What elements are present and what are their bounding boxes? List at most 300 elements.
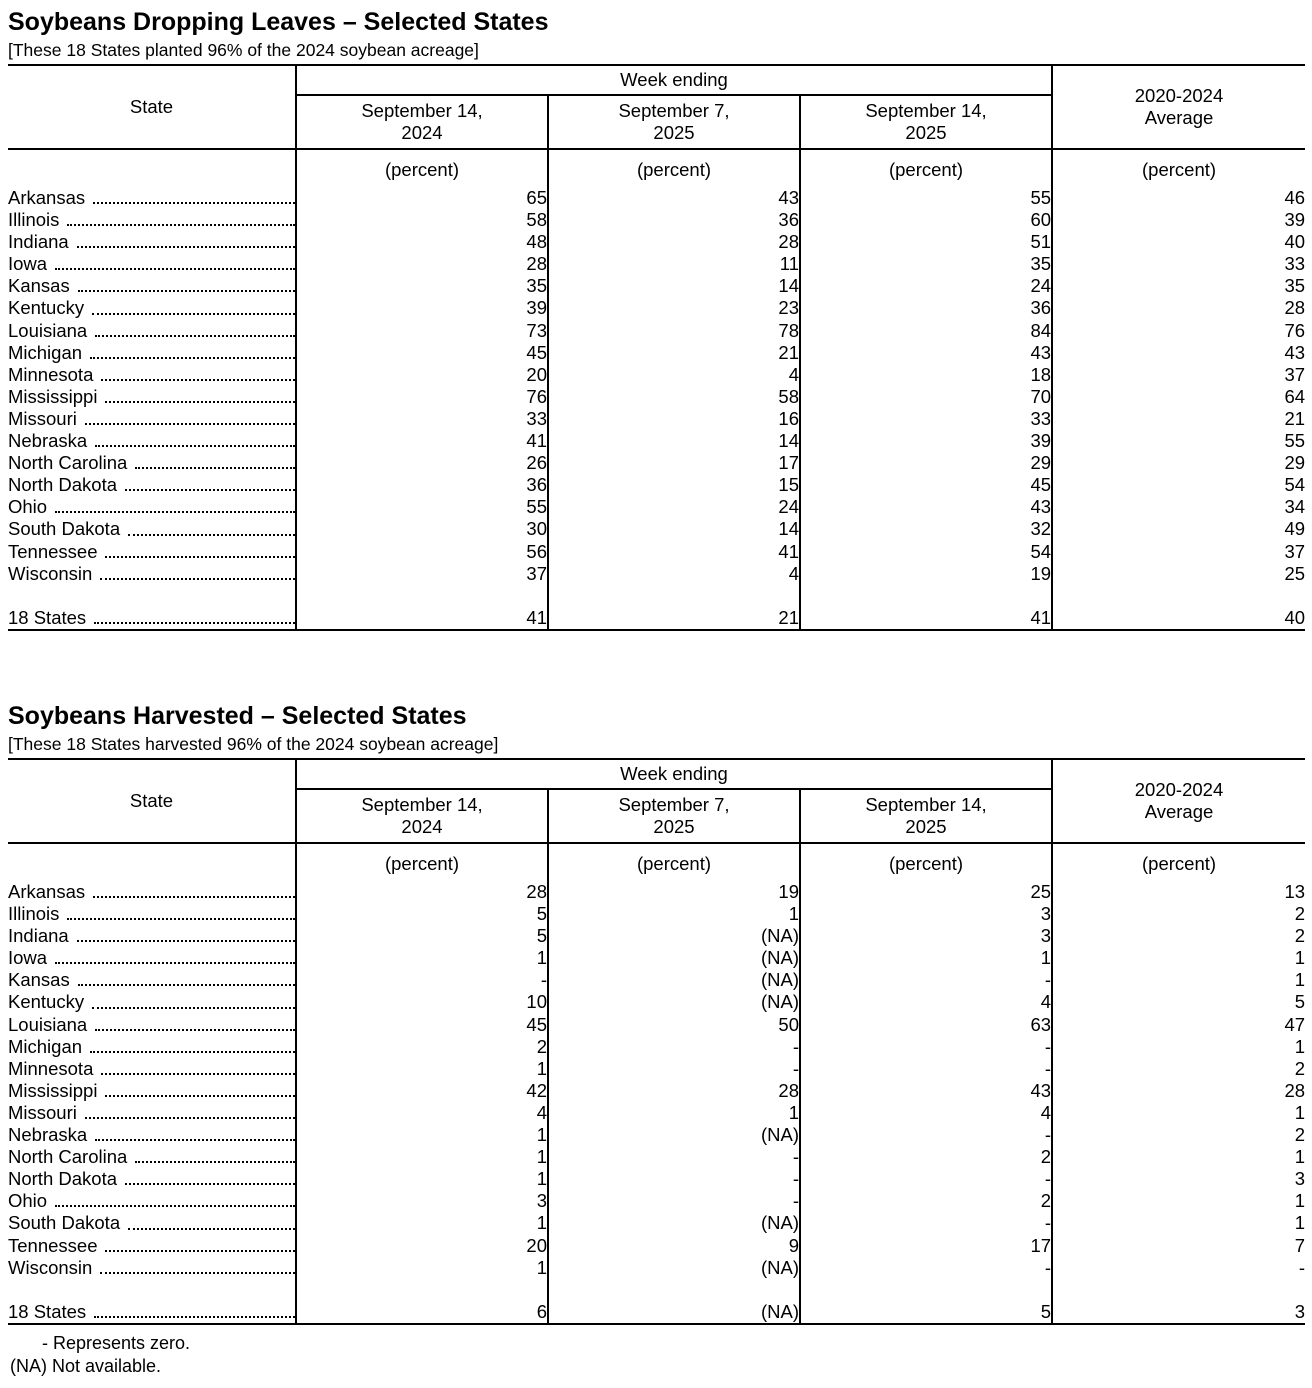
value-cell: 54 (1052, 474, 1305, 496)
table-row (8, 1212, 1305, 1234)
state-name-wrap (8, 1146, 295, 1168)
table-row (8, 364, 1305, 386)
state-cell (8, 903, 296, 925)
state-cell (8, 1212, 296, 1234)
value-cell: 5 (296, 925, 548, 947)
state-name-wrap (8, 408, 295, 430)
value-cell: 9 (548, 1235, 800, 1257)
value-cell: 17 (548, 452, 800, 474)
state-name: Indiana (8, 231, 69, 253)
state-name-wrap (8, 1058, 295, 1080)
value-cell: 7 (1052, 1235, 1305, 1257)
table-row (8, 452, 1305, 474)
value-cell: 41 (548, 541, 800, 563)
value-cell: (NA) (548, 947, 800, 969)
leader-dots (67, 223, 295, 226)
value-cell: 3 (800, 903, 1052, 925)
table-title: Soybeans Harvested – Selected States (8, 702, 467, 730)
table-row (8, 1080, 1305, 1102)
value-cell: (NA) (548, 1124, 800, 1146)
state-name: Michigan (8, 1035, 83, 1057)
state-cell (8, 1257, 296, 1279)
value-cell: 4 (548, 563, 800, 585)
state-name: Iowa (8, 947, 48, 969)
value-cell: 56 (296, 541, 548, 563)
value-cell: 76 (296, 386, 548, 408)
leader-dots (93, 201, 295, 204)
leader-dots (105, 400, 295, 403)
table-body (8, 843, 1305, 1324)
value-cell: 2 (800, 1190, 1052, 1212)
table-row (8, 1014, 1305, 1036)
state-name-wrap (8, 320, 295, 342)
value-cell: 84 (800, 320, 1052, 342)
value-cell: 1 (296, 1168, 548, 1190)
table-row (8, 408, 1305, 430)
state-cell (8, 474, 296, 496)
unit-label: (percent) (296, 149, 548, 187)
harvested-table (8, 758, 1305, 1325)
state-name: Wisconsin (8, 562, 93, 584)
value-cell: 28 (548, 1080, 800, 1102)
value-cell: 26 (296, 452, 548, 474)
spacer-cell (800, 585, 1052, 607)
table-row (8, 1168, 1305, 1190)
state-name-wrap (8, 947, 295, 969)
dropping-leaves-table (8, 64, 1305, 631)
value-cell: (NA) (548, 1212, 800, 1234)
leader-dots (78, 983, 295, 986)
table-subtitle: [These 18 States harvested 96% of the 2024 soybean acreage] (8, 734, 499, 754)
state-cell (8, 209, 296, 231)
value-cell: 1 (1052, 1212, 1305, 1234)
average-column-header: 2020-2024 Average (1052, 65, 1305, 149)
table-row (8, 947, 1305, 969)
state-name-wrap (8, 1102, 295, 1124)
value-cell: 39 (800, 430, 1052, 452)
table-row (8, 342, 1305, 364)
value-cell: 43 (800, 1080, 1052, 1102)
value-cell: - (800, 1168, 1052, 1190)
date-column-header-3: September 14, 2025 (800, 789, 1052, 843)
state-cell (8, 1036, 296, 1058)
state-name-wrap (8, 925, 295, 947)
value-cell: 1 (1052, 1190, 1305, 1212)
state-name: Illinois (8, 903, 60, 925)
state-cell (8, 452, 296, 474)
value-cell: 2 (1052, 903, 1305, 925)
state-name-wrap (8, 297, 295, 319)
value-cell: 43 (548, 187, 800, 209)
leader-dots (100, 577, 295, 580)
value-cell: 45 (296, 1014, 548, 1036)
value-cell: 1 (1052, 1146, 1305, 1168)
unit-row (8, 149, 1305, 187)
table-row (8, 253, 1305, 275)
value-cell: 19 (800, 563, 1052, 585)
state-cell (8, 1124, 296, 1146)
state-name: Ohio (8, 496, 48, 518)
total-value-cell: 41 (296, 607, 548, 630)
value-cell: 34 (1052, 496, 1305, 518)
leader-dots (101, 378, 295, 381)
value-cell: 20 (296, 1235, 548, 1257)
state-column-header: State (8, 759, 296, 843)
leader-dots (128, 1227, 295, 1230)
unit-spacer (8, 843, 296, 881)
value-cell: 3 (296, 1190, 548, 1212)
total-value-cell: 21 (548, 607, 800, 630)
leader-dots (105, 1094, 295, 1097)
value-cell: 14 (548, 275, 800, 297)
value-cell: 33 (800, 408, 1052, 430)
value-cell: 55 (1052, 430, 1305, 452)
value-cell: 5 (296, 903, 548, 925)
value-cell: 2 (800, 1146, 1052, 1168)
table-row (8, 563, 1305, 585)
leader-dots (125, 488, 295, 491)
value-cell: 33 (1052, 253, 1305, 275)
state-name: Mississippi (8, 1079, 98, 1101)
spacer-cell (1052, 585, 1305, 607)
value-cell: 48 (296, 231, 548, 253)
leader-dots (55, 510, 295, 513)
value-cell: 58 (296, 209, 548, 231)
value-cell: 3 (1052, 1168, 1305, 1190)
state-name-wrap (8, 430, 295, 452)
table-row (8, 1257, 1305, 1279)
leader-dots (55, 961, 295, 964)
leader-dots (78, 289, 295, 292)
value-cell: 25 (800, 881, 1052, 903)
value-cell: 4 (296, 1102, 548, 1124)
table-row (8, 1036, 1305, 1058)
state-name-wrap (8, 1235, 295, 1257)
value-cell: 58 (548, 386, 800, 408)
value-cell: 28 (1052, 297, 1305, 319)
value-cell: 20 (296, 364, 548, 386)
table-row (8, 969, 1305, 991)
unit-label: (percent) (548, 843, 800, 881)
value-cell: 10 (296, 991, 548, 1013)
value-cell: 46 (1052, 187, 1305, 209)
state-name-wrap (8, 1036, 295, 1058)
state-name: Kansas (8, 275, 70, 297)
state-name-wrap (8, 563, 295, 585)
value-cell: 39 (296, 297, 548, 319)
spacer-cell (296, 585, 548, 607)
value-cell: 35 (800, 253, 1052, 275)
value-cell: 37 (1052, 364, 1305, 386)
state-name-wrap (8, 1212, 295, 1234)
footnotes (10, 1332, 190, 1378)
state-name-wrap (8, 1080, 295, 1102)
value-cell: 28 (296, 253, 548, 275)
state-cell (8, 1102, 296, 1124)
state-name: North Carolina (8, 1146, 128, 1168)
week-ending-header: Week ending (296, 759, 1052, 789)
value-cell: 18 (800, 364, 1052, 386)
value-cell: 47 (1052, 1014, 1305, 1036)
state-name: Kentucky (8, 297, 85, 319)
value-cell: - (800, 969, 1052, 991)
state-name: Missouri (8, 1101, 77, 1123)
value-cell: 24 (800, 275, 1052, 297)
state-name-wrap (8, 1014, 295, 1036)
value-cell: 45 (296, 342, 548, 364)
table-row (8, 474, 1305, 496)
state-name: Tennessee (8, 1234, 98, 1256)
table-row (8, 320, 1305, 342)
value-cell: 4 (800, 991, 1052, 1013)
state-cell (8, 430, 296, 452)
total-value-cell: 6 (296, 1301, 548, 1324)
state-cell (8, 275, 296, 297)
state-name-wrap (8, 364, 295, 386)
table-row (8, 496, 1305, 518)
value-cell: 2 (296, 1036, 548, 1058)
date-column-header-1: September 14, 2024 (296, 789, 548, 843)
week-ending-header: Week ending (296, 65, 1052, 95)
value-cell: 1 (1052, 1102, 1305, 1124)
value-cell: 15 (548, 474, 800, 496)
value-cell: 78 (548, 320, 800, 342)
value-cell: - (548, 1168, 800, 1190)
unit-label: (percent) (1052, 843, 1305, 881)
state-name-wrap (8, 275, 295, 297)
value-cell: 2 (1052, 1058, 1305, 1080)
value-cell: - (548, 1190, 800, 1212)
value-cell: 70 (800, 386, 1052, 408)
state-name-wrap (8, 496, 295, 518)
value-cell: 43 (800, 496, 1052, 518)
value-cell: 35 (296, 275, 548, 297)
table-row (8, 541, 1305, 563)
state-name: Indiana (8, 925, 69, 947)
spacer-row (8, 585, 1305, 607)
value-cell: 25 (1052, 563, 1305, 585)
table-row (8, 187, 1305, 209)
leader-dots (55, 1204, 295, 1207)
total-value-cell: 40 (1052, 607, 1305, 630)
state-cell (8, 320, 296, 342)
spacer-cell (296, 1279, 548, 1301)
table-row (8, 275, 1305, 297)
value-cell: 5 (1052, 991, 1305, 1013)
state-name: 18 States (8, 606, 87, 628)
state-name-wrap (8, 518, 295, 540)
spacer-row (8, 1279, 1305, 1301)
leader-dots (95, 444, 295, 447)
state-name: Wisconsin (8, 1256, 93, 1278)
state-name-wrap (8, 231, 295, 253)
state-name-wrap (8, 474, 295, 496)
value-cell: 1 (296, 1146, 548, 1168)
value-cell: 60 (800, 209, 1052, 231)
state-name: Kentucky (8, 991, 85, 1013)
leader-dots (85, 422, 295, 425)
state-cell (8, 342, 296, 364)
value-cell: - (296, 969, 548, 991)
state-cell (8, 496, 296, 518)
value-cell: - (548, 1146, 800, 1168)
state-cell (8, 947, 296, 969)
value-cell: 1 (800, 947, 1052, 969)
average-column-header: 2020-2024 Average (1052, 759, 1305, 843)
state-name: Arkansas (8, 187, 86, 208)
state-name-wrap (8, 1190, 295, 1212)
state-name: Nebraska (8, 430, 88, 452)
value-cell: 43 (1052, 342, 1305, 364)
state-cell (8, 1190, 296, 1212)
leader-dots (105, 1249, 295, 1252)
table-row (8, 1146, 1305, 1168)
leader-dots (105, 555, 295, 558)
leader-dots (90, 1050, 295, 1053)
state-name: North Dakota (8, 1168, 117, 1190)
table-row (8, 903, 1305, 925)
unit-label: (percent) (1052, 149, 1305, 187)
state-name-wrap (8, 969, 295, 991)
spacer-cell (8, 585, 296, 607)
value-cell: (NA) (548, 969, 800, 991)
state-cell (8, 1014, 296, 1036)
total-value-cell: 5 (800, 1301, 1052, 1324)
value-cell: 14 (548, 430, 800, 452)
table-row (8, 297, 1305, 319)
value-cell: 21 (1052, 408, 1305, 430)
state-cell (8, 1301, 296, 1324)
value-cell: 28 (296, 881, 548, 903)
table-title: Soybeans Dropping Leaves – Selected States (8, 8, 549, 36)
value-cell: 24 (548, 496, 800, 518)
leader-dots (77, 245, 295, 248)
state-name: Tennessee (8, 540, 98, 562)
table-subtitle: [These 18 States planted 96% of the 2024 soybean acreage] (8, 40, 479, 60)
value-cell: 54 (800, 541, 1052, 563)
state-cell (8, 1146, 296, 1168)
total-row (8, 1301, 1305, 1324)
value-cell: 1 (1052, 947, 1305, 969)
state-name-wrap (8, 342, 295, 364)
leader-dots (67, 917, 295, 920)
value-cell: 4 (548, 364, 800, 386)
state-name-wrap (8, 991, 295, 1013)
unit-spacer (8, 149, 296, 187)
value-cell: - (800, 1036, 1052, 1058)
value-cell: - (800, 1257, 1052, 1279)
state-cell (8, 881, 296, 903)
table-row (8, 430, 1305, 452)
value-cell: 21 (548, 342, 800, 364)
state-cell (8, 408, 296, 430)
state-name: Minnesota (8, 363, 94, 385)
leader-dots (94, 1315, 295, 1318)
value-cell: 4 (800, 1102, 1052, 1124)
state-name-wrap (8, 187, 295, 209)
value-cell: 29 (800, 452, 1052, 474)
value-cell: 19 (548, 881, 800, 903)
value-cell: 50 (548, 1014, 800, 1036)
state-cell (8, 231, 296, 253)
state-name: Illinois (8, 209, 60, 231)
state-name-wrap (8, 881, 295, 903)
value-cell: 2 (1052, 1124, 1305, 1146)
value-cell: 73 (296, 320, 548, 342)
state-cell (8, 991, 296, 1013)
value-cell: 49 (1052, 518, 1305, 540)
state-cell (8, 297, 296, 319)
value-cell: 51 (800, 231, 1052, 253)
value-cell: 43 (800, 342, 1052, 364)
leader-dots (94, 621, 295, 624)
state-name: North Carolina (8, 452, 128, 474)
spacer-cell (548, 1279, 800, 1301)
state-cell (8, 1168, 296, 1190)
value-cell: 42 (296, 1080, 548, 1102)
value-cell: 1 (296, 1124, 548, 1146)
value-cell: 2 (1052, 925, 1305, 947)
leader-dots (55, 267, 295, 270)
date-column-header-2: September 7, 2025 (548, 789, 800, 843)
state-name-wrap (8, 1124, 295, 1146)
footnote-zero: - Represents zero. (42, 1333, 191, 1353)
state-name-wrap (8, 253, 295, 275)
state-cell (8, 518, 296, 540)
state-name: Ohio (8, 1190, 48, 1212)
leader-dots (95, 1028, 295, 1031)
state-cell (8, 253, 296, 275)
table-row (8, 881, 1305, 903)
leader-dots (95, 1138, 295, 1141)
leader-dots (128, 533, 295, 536)
value-cell: 1 (548, 903, 800, 925)
state-name: Arkansas (8, 881, 86, 902)
unit-label: (percent) (800, 843, 1052, 881)
leader-dots (93, 895, 295, 898)
value-cell: 1 (296, 1058, 548, 1080)
state-name-wrap (8, 386, 295, 408)
table-row (8, 1190, 1305, 1212)
state-name-wrap (8, 1257, 295, 1279)
value-cell: 45 (800, 474, 1052, 496)
value-cell: (NA) (548, 991, 800, 1013)
total-value-cell: 41 (800, 607, 1052, 630)
state-name-wrap (8, 903, 295, 925)
table-row (8, 231, 1305, 253)
total-row (8, 607, 1305, 630)
leader-dots (135, 466, 295, 469)
value-cell: (NA) (548, 925, 800, 947)
state-cell (8, 1235, 296, 1257)
value-cell: 28 (1052, 1080, 1305, 1102)
value-cell: 23 (548, 297, 800, 319)
state-cell (8, 925, 296, 947)
value-cell: 32 (800, 518, 1052, 540)
value-cell: 36 (548, 209, 800, 231)
table-row (8, 1102, 1305, 1124)
value-cell: - (800, 1124, 1052, 1146)
spacer-cell (1052, 1279, 1305, 1301)
state-name-wrap (8, 1168, 295, 1190)
value-cell: 76 (1052, 320, 1305, 342)
value-cell: 55 (296, 496, 548, 518)
table-row (8, 991, 1305, 1013)
table-row (8, 1124, 1305, 1146)
state-cell (8, 1080, 296, 1102)
value-cell: 39 (1052, 209, 1305, 231)
state-name: Kansas (8, 969, 70, 991)
